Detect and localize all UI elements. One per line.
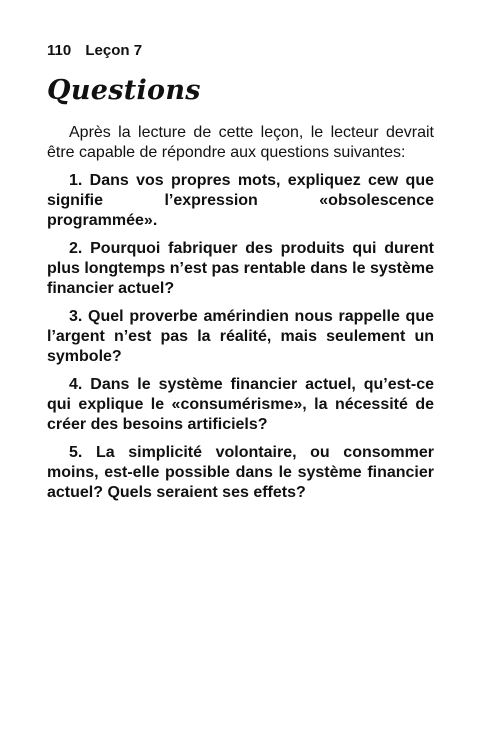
question-5: 5. La simplicité volontaire, ou consommer moins, est-elle possible dans le système financier actuel? Quels seraient ses effets? [47,444,434,501]
question-2: 2. Pourquoi fabriquer des produits qui durent plus longtemps n’est pas rentable dans le système financier actuel? [47,240,434,297]
running-head [47,42,434,60]
question-3: 3. Quel proverbe amérindien nous rappelle que l’argent n’est pas la réalité, mais seulement un symbole? [47,308,434,365]
question-4: 4. Dans le système financier actuel, qu’est-ce qui explique le «consumérisme», la nécessité de créer des besoins artificiels? [47,376,434,433]
lesson-label: Leçon 7 [85,42,143,59]
question-1: 1. Dans vos propres mots, expliquez cew que signifie l’expression «obsolescence programmée». [47,172,434,229]
intro-paragraph: Après la lecture de cette leçon, le lecteur devrait être capable de répondre aux questions suivantes: [47,124,434,161]
page-number: 110 [47,42,72,59]
section-title: Questions [47,75,201,106]
book-page [47,42,434,503]
